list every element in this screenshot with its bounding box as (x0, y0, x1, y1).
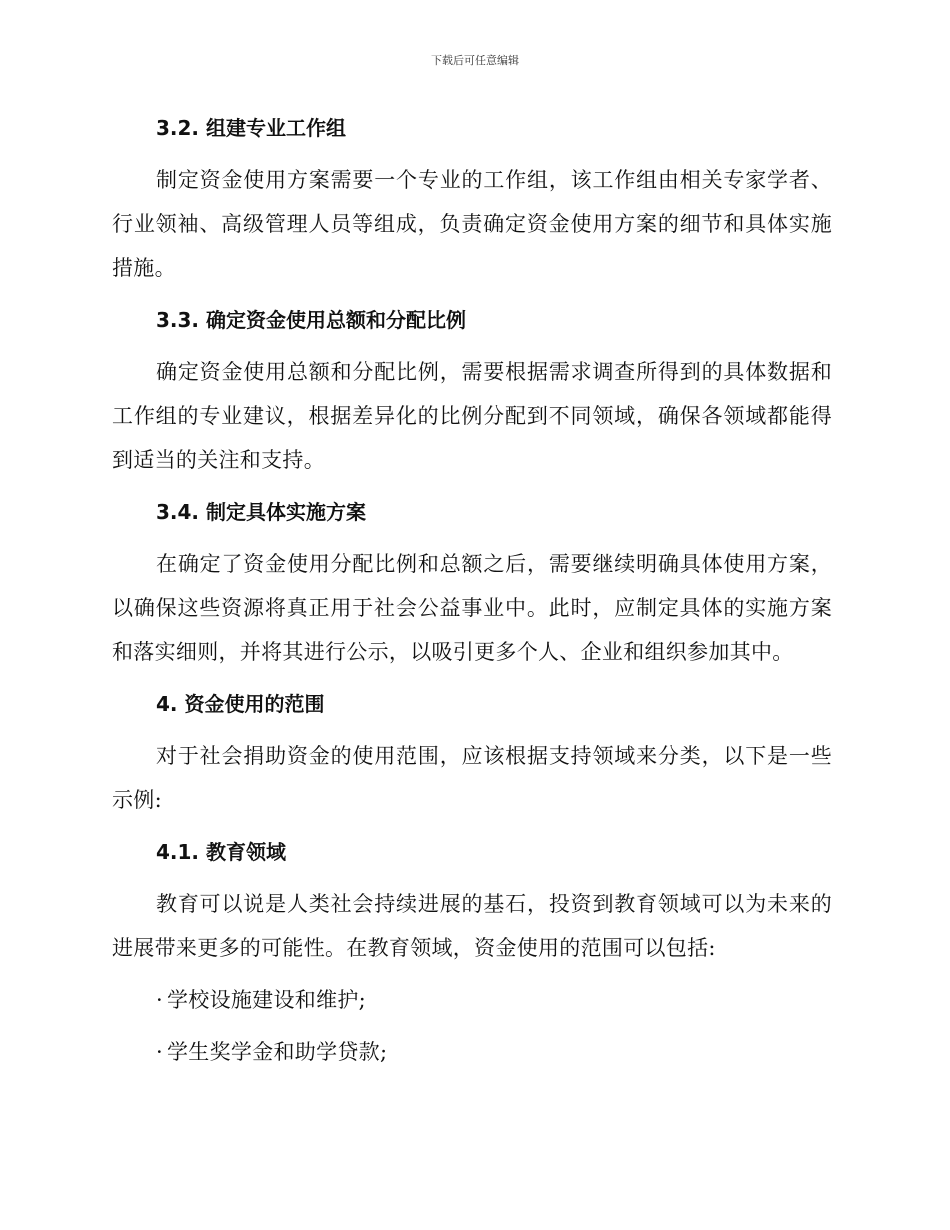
document-body (112, 106, 832, 1082)
paragraph-3-4: 在确定了资金使用分配比例和总额之后，需要继续明确具体使用方案，以确保这些资源将真正用于社会公益事业中。此时，应制定具体的实施方案和落实细则，并将其进行公示，以吸引更多个人、企业和组织参加其中。 (112, 552, 832, 664)
section-heading-3-3: 3.3. 确定资金使用总额和分配比例 (156, 308, 466, 332)
list-item (112, 978, 832, 1022)
page-header: 下载后可任意编辑 (431, 54, 519, 67)
paragraph-4-1: 教育可以说是人类社会持续进展的基石，投资到教育领域可以为未来的进展带来更多的可能性。在教育领域，资金使用的范围可以包括: (112, 892, 832, 960)
bullet-marker: · (156, 988, 163, 1012)
paragraph-3-3: 确定资金使用总额和分配比例，需要根据需求调查所得到的具体数据和工作组的专业建议，根据差异化的比例分配到不同领域，确保各领域都能得到适当的关注和支持。 (112, 360, 832, 472)
section-heading-3-2: 3.2. 组建专业工作组 (156, 116, 346, 140)
list-item-text: 学生奖学金和助学贷款; (166, 1040, 388, 1064)
section-heading-4-1: 4.1. 教育领域 (156, 840, 286, 864)
section-heading-4: 4. 资金使用的范围 (156, 692, 325, 716)
paragraph-3-2: 制定资金使用方案需要一个专业的工作组，该工作组由相关专家学者、行业领袖、高级管理人员等组成，负责确定资金使用方案的细节和具体实施措施。 (112, 168, 832, 280)
section-heading-3-4: 3.4. 制定具体实施方案 (156, 500, 366, 524)
list-item-text: 学校设施建设和维护; (166, 988, 367, 1012)
list-item (112, 1030, 832, 1074)
bullet-marker: · (156, 1040, 163, 1064)
paragraph-4: 对于社会捐助资金的使用范围，应该根据支持领域来分类，以下是一些示例: (112, 744, 832, 812)
